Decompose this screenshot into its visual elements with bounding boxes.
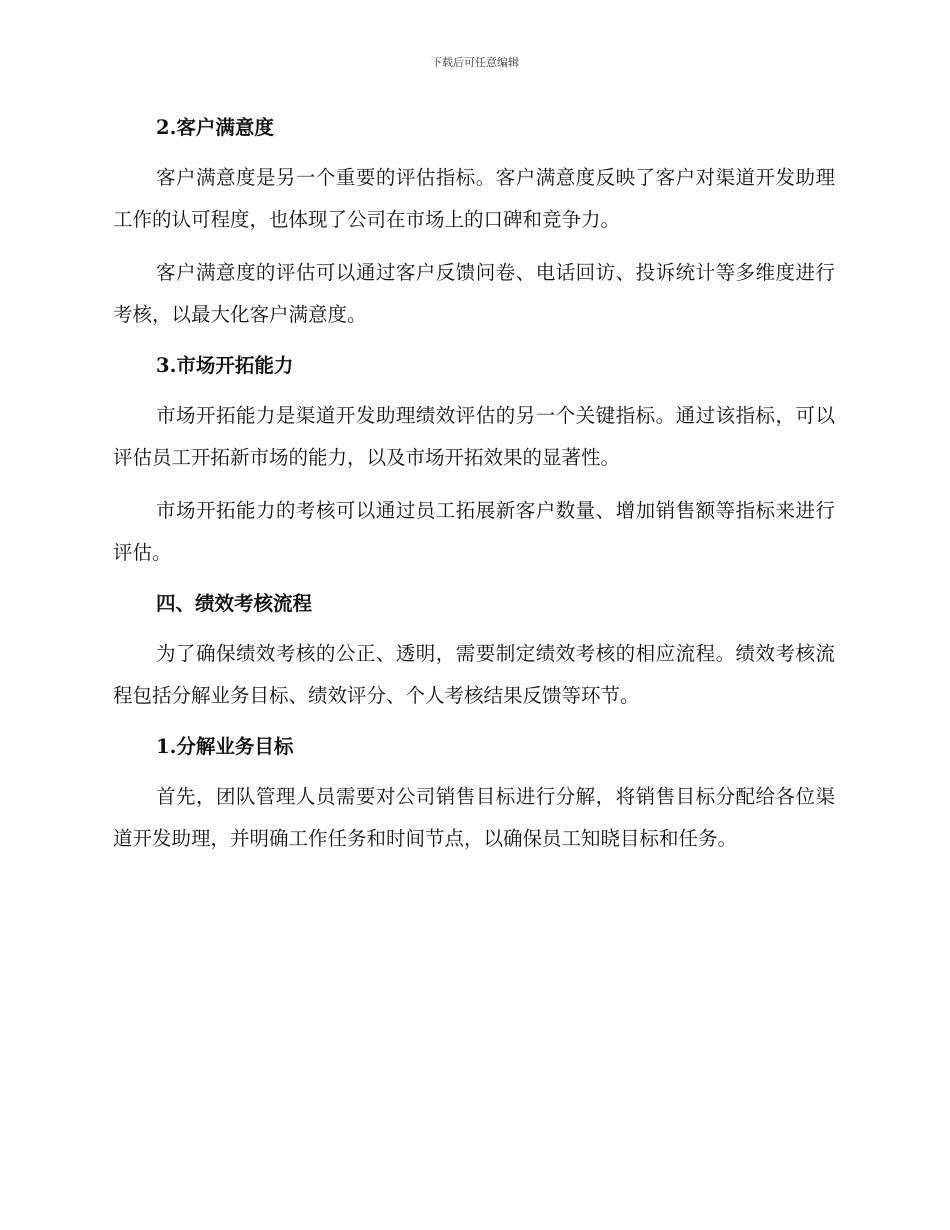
document-body (113, 108, 835, 860)
heading-performance-process: 四、绩效考核流程 (156, 592, 313, 615)
paragraph: 市场开拓能力的考核可以通过员工拓展新客户数量、增加销售额等指标来进行评估。 (113, 499, 835, 564)
paragraph: 为了确保绩效考核的公正、透明，需要制定绩效考核的相应流程。绩效考核流程包括分解业务目标、绩效评分、个人考核结果反馈等环节。 (113, 642, 835, 707)
paragraph: 客户满意度的评估可以通过客户反馈问卷、电话回访、投诉统计等多维度进行考核，以最大化客户满意度。 (113, 261, 835, 326)
heading-decompose-goals: 1.分解业务目标 (156, 735, 294, 758)
paragraph: 市场开拓能力是渠道开发助理绩效评估的另一个关键指标。通过该指标，可以评估员工开拓新市场的能力，以及市场开拓效果的显著性。 (113, 404, 835, 469)
heading-customer-satisfaction: 2.客户满意度 (156, 116, 274, 139)
page-header-note: 下载后可任意编辑 (431, 56, 519, 69)
heading-market-expansion: 3.市场开拓能力 (156, 354, 294, 377)
paragraph: 客户满意度是另一个重要的评估指标。客户满意度反映了客户对渠道开发助理工作的认可程度，也体现了公司在市场上的口碑和竞争力。 (113, 166, 835, 231)
paragraph: 首先，团队管理人员需要对公司销售目标进行分解，将销售目标分配给各位渠道开发助理，并明确工作任务和时间节点，以确保员工知晓目标和任务。 (113, 785, 835, 850)
